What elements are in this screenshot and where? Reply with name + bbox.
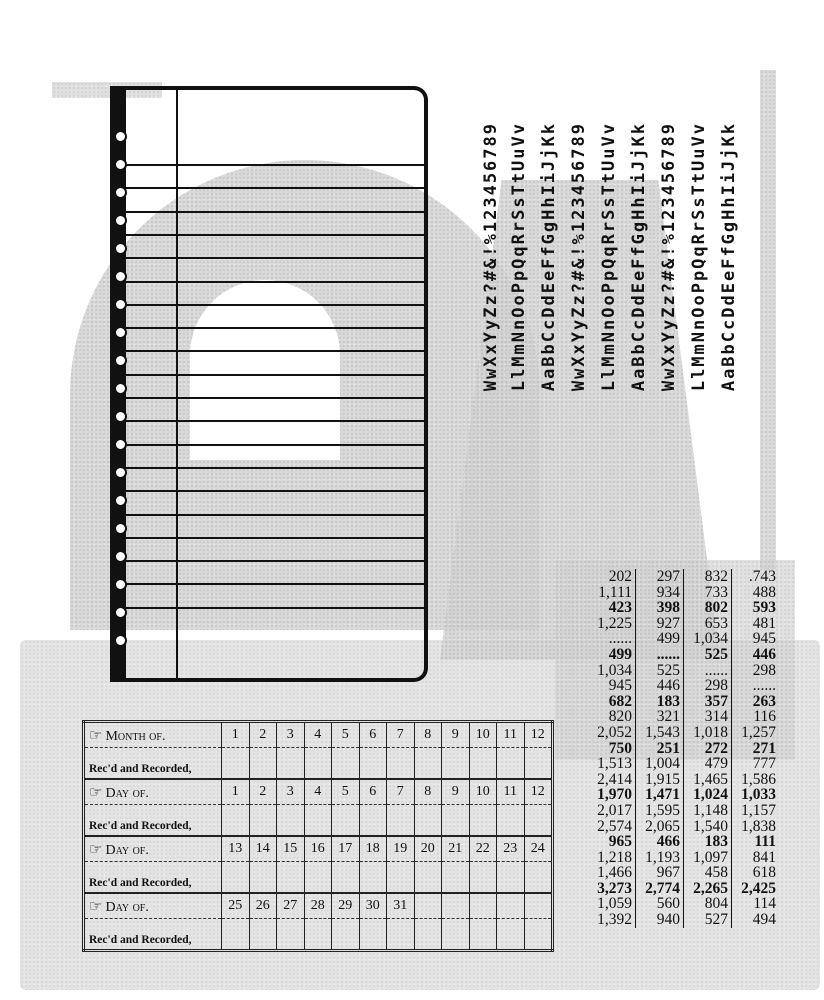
calendar-number-cell: 18 — [359, 836, 387, 862]
ruled-line — [126, 467, 424, 469]
ledger-cell: 1,595 — [636, 803, 684, 819]
calendar-number-cell: 2 — [249, 722, 277, 748]
ruled-line — [126, 420, 424, 422]
recorded-blank-cell — [469, 748, 497, 780]
recorded-blank-cell — [469, 862, 497, 894]
recorded-blank-cell — [304, 805, 332, 837]
calendar-number-cell: 7 — [387, 779, 415, 805]
calendar-header-row — [84, 836, 553, 862]
recorded-blank-cell — [277, 919, 305, 951]
ledger-cell: 1,218 — [588, 850, 636, 866]
recorded-label: Rec'd and Recorded, — [84, 919, 222, 951]
recorded-blank-cell — [387, 919, 415, 951]
calendar-number-cell: 6 — [359, 779, 387, 805]
ruled-line — [126, 281, 424, 283]
ledger-cell: 297 — [636, 569, 684, 585]
recorded-blank-cell — [524, 919, 553, 951]
ruled-line — [126, 187, 424, 189]
recorded-blank-cell — [359, 805, 387, 837]
ledger-cell: 116 — [753, 708, 776, 726]
ledger-row — [588, 663, 779, 679]
ledger-cell: .743 — [748, 568, 776, 585]
ledger-cell: 1,004 — [636, 756, 684, 772]
calendar-header-row — [84, 779, 553, 805]
binder-ring-icon — [114, 522, 127, 535]
ruled-line — [126, 234, 424, 236]
ledger-cell: 1,915 — [636, 772, 684, 788]
recorded-blank-cell — [497, 862, 525, 894]
ledger-cell: 446 — [752, 645, 776, 663]
alphabet-column: LlMmNnOoPpQqRrSsTtUuVv — [689, 122, 709, 392]
calendar-number-cell: 8 — [414, 779, 442, 805]
recorded-blank-cell — [277, 862, 305, 894]
binder-ring-icon — [114, 466, 127, 479]
recorded-blank-cell — [414, 862, 442, 894]
ledger-cell: 1,157 — [741, 801, 776, 819]
ledger-cell: 1,148 — [684, 803, 732, 819]
recorded-blank-cell — [414, 748, 442, 780]
recorded-blank-cell — [442, 805, 470, 837]
calendar-number-cell — [442, 893, 470, 919]
ledger-cell: 804 — [684, 896, 732, 912]
notebook-page — [110, 86, 428, 682]
ledger-row — [588, 600, 779, 616]
binder-ring-icon — [114, 410, 127, 423]
ledger-cell: 272 — [684, 741, 732, 757]
ledger-cell: 2,052 — [588, 725, 636, 741]
calendar-header-row — [84, 893, 553, 919]
ledger-cell: 682 — [588, 694, 636, 710]
recorded-blank-cell — [332, 805, 360, 837]
calendar-number-cell: 14 — [249, 836, 277, 862]
ledger-cell: 446 — [636, 678, 684, 694]
recorded-blank-cell — [222, 748, 250, 780]
calendar-number-cell: 12 — [524, 779, 553, 805]
ruled-line — [126, 583, 424, 585]
ledger-cell: 298 — [684, 678, 732, 694]
ledger-cell: 2,265 — [684, 881, 732, 897]
ledger-cell: 2,425 — [741, 879, 776, 897]
ledger-cell: ...... — [684, 663, 732, 679]
ledger-cell: 494 — [752, 911, 776, 929]
alphabet-column: LlMmNnOoPpQqRrSsTtUuVv — [599, 122, 619, 392]
recorded-blank-cell — [332, 862, 360, 894]
ledger-cell: 802 — [684, 600, 732, 616]
calendar-number-cell: 10 — [469, 722, 497, 748]
calendar-number-cell: 3 — [277, 722, 305, 748]
calendar-number-cell: 2 — [249, 779, 277, 805]
ledger-row — [588, 787, 779, 803]
recorded-blank-cell — [222, 805, 250, 837]
ledger-cell: 1,471 — [636, 787, 684, 803]
calendar-number-cell: 4 — [304, 779, 332, 805]
ledger-cell: 499 — [588, 647, 636, 663]
calendar-number-cell: 26 — [249, 893, 277, 919]
recorded-label: Rec'd and Recorded, — [84, 748, 222, 780]
recorded-blank-cell — [469, 805, 497, 837]
recorded-blank-cell — [249, 748, 277, 780]
binder-ring-icon — [114, 550, 127, 563]
ledger-row — [588, 585, 779, 601]
ledger-cell: 251 — [636, 741, 684, 757]
ledger-cell: 263 — [752, 692, 776, 710]
calendar-number-cell: 22 — [469, 836, 497, 862]
recorded-blank-cell — [304, 919, 332, 951]
recorded-blank-cell — [414, 919, 442, 951]
ruled-line — [126, 257, 424, 259]
calendar-label-text: Day of. — [105, 842, 149, 858]
ledger-row — [588, 678, 779, 694]
calendar-row-label — [84, 722, 222, 748]
calendar-label-text: Day of. — [105, 899, 149, 915]
alphabet-column: LlMmNnOoPpQqRrSsTtUuVv — [509, 122, 529, 392]
ledger-cell: 965 — [588, 834, 636, 850]
calendar-number-cell: 23 — [497, 836, 525, 862]
ruled-line — [126, 607, 424, 609]
recorded-blank-cell — [387, 862, 415, 894]
ledger-cell: 423 — [588, 600, 636, 616]
ledger-row — [588, 709, 779, 725]
ledger-cell: 940 — [636, 912, 684, 928]
calendar-number-cell: 12 — [524, 722, 553, 748]
recorded-blank-cell — [249, 862, 277, 894]
calendar-number-cell: 3 — [277, 779, 305, 805]
recorded-blank-cell — [359, 748, 387, 780]
recorded-blank-cell — [524, 862, 553, 894]
recorded-blank-cell — [359, 862, 387, 894]
calendar-number-cell: 8 — [414, 722, 442, 748]
calendar-number-cell: 15 — [277, 836, 305, 862]
ledger-cell: 357 — [684, 694, 732, 710]
ledger-cell: 1,111 — [588, 585, 636, 601]
pointing-hand-icon: ☞ — [89, 784, 103, 801]
ledger-row — [588, 896, 779, 912]
ledger-cell: 1,018 — [684, 725, 732, 741]
calendar-number-cell — [497, 893, 525, 919]
binder-ring-icon — [114, 130, 127, 143]
ledger-cell: 271 — [752, 739, 776, 757]
binder-ring-icon — [114, 158, 127, 171]
ledger-row — [588, 850, 779, 866]
calendar-number-cell: 29 — [332, 893, 360, 919]
alphabet-column: AaBbCcDdEeFfGgHhIiJjKk — [719, 122, 739, 392]
ledger-cell: 488 — [752, 583, 776, 601]
ledger-row — [588, 756, 779, 772]
calendar-number-cell: 21 — [442, 836, 470, 862]
calendar-number-cell: 1 — [222, 722, 250, 748]
ledger-cell: 1,059 — [588, 896, 636, 912]
recorded-blank-cell — [304, 748, 332, 780]
ruled-line — [126, 164, 424, 166]
recorded-blank-cell — [497, 919, 525, 951]
ledger-cell: 527 — [684, 912, 732, 928]
calendar-row-label — [84, 836, 222, 862]
ledger-cell: 1,466 — [588, 865, 636, 881]
ruled-line — [126, 444, 424, 446]
ledger-numbers — [588, 569, 779, 928]
ledger-cell: 183 — [684, 834, 732, 850]
ruled-line — [126, 211, 424, 213]
calendar-number-cell: 17 — [332, 836, 360, 862]
ledger-cell: 2,574 — [588, 819, 636, 835]
record-calendar-table — [82, 720, 554, 952]
ledger-row — [588, 631, 779, 647]
ledger-cell: 841 — [752, 848, 776, 866]
ledger-cell: 499 — [636, 631, 684, 647]
ruled-line — [126, 304, 424, 306]
ruled-line — [126, 374, 424, 376]
calendar-number-cell: 10 — [469, 779, 497, 805]
calendar-number-cell — [524, 893, 553, 919]
recorded-blank-cell — [277, 805, 305, 837]
ledger-cell: 2,414 — [588, 772, 636, 788]
ledger-row — [588, 569, 779, 585]
binder-ring-icon — [114, 634, 127, 647]
margin-line — [176, 90, 178, 678]
ruled-line — [126, 537, 424, 539]
recorded-blank-cell — [442, 919, 470, 951]
calendar-number-cell: 13 — [222, 836, 250, 862]
ledger-row — [588, 819, 779, 835]
ledger-row — [588, 725, 779, 741]
pointing-hand-icon: ☞ — [89, 841, 103, 858]
ledger-cell: 1,034 — [588, 663, 636, 679]
calendar-number-cell — [469, 893, 497, 919]
ledger-cell: 111 — [754, 833, 776, 851]
calendar-number-cell: 11 — [497, 779, 525, 805]
recorded-row — [84, 748, 553, 780]
ledger-row — [588, 803, 779, 819]
calendar-number-cell: 27 — [277, 893, 305, 919]
recorded-blank-cell — [332, 919, 360, 951]
binder-ring-icon — [114, 326, 127, 339]
binder-ring-icon — [114, 270, 127, 283]
ledger-cell: ...... — [636, 647, 684, 663]
calendar-number-cell: 9 — [442, 779, 470, 805]
ruled-line — [126, 514, 424, 516]
ledger-cell: 525 — [636, 663, 684, 679]
alphabet-column: WwXxYyZz?#&!%123456789 — [569, 122, 589, 392]
binder-ring-icon — [114, 494, 127, 507]
ledger-cell: 2,017 — [588, 803, 636, 819]
recorded-blank-cell — [249, 805, 277, 837]
pointing-hand-icon: ☞ — [89, 727, 103, 744]
alphabet-column: AaBbCcDdEeFfGgHhIiJjKk — [539, 122, 559, 392]
calendar-row-label — [84, 779, 222, 805]
ledger-cell: 458 — [684, 865, 732, 881]
ledger-cell: 183 — [636, 694, 684, 710]
ledger-cell: 934 — [636, 585, 684, 601]
recorded-row — [84, 805, 553, 837]
ledger-cell: 945 — [588, 678, 636, 694]
ledger-cell: 1,097 — [684, 850, 732, 866]
ledger-cell: 1,465 — [684, 772, 732, 788]
ledger-cell: 1,024 — [684, 787, 732, 803]
ledger-cell: 1,586 — [741, 770, 776, 788]
calendar-number-cell: 20 — [414, 836, 442, 862]
recorded-blank-cell — [332, 748, 360, 780]
binder-ring-icon — [114, 578, 127, 591]
ledger-cell: ...... — [588, 631, 636, 647]
ledger-cell: 1,970 — [588, 787, 636, 803]
recorded-blank-cell — [222, 919, 250, 951]
ledger-cell: 466 — [636, 834, 684, 850]
alphabet-column: WwXxYyZz?#&!%123456789 — [659, 122, 679, 392]
calendar-number-cell: 24 — [524, 836, 553, 862]
calendar-number-cell: 30 — [359, 893, 387, 919]
recorded-blank-cell — [414, 805, 442, 837]
calendar-number-cell: 5 — [332, 722, 360, 748]
ledger-row — [588, 834, 779, 850]
recorded-blank-cell — [387, 805, 415, 837]
binder-ring-icon — [114, 606, 127, 619]
ledger-cell: 1,193 — [636, 850, 684, 866]
recorded-blank-cell — [442, 748, 470, 780]
ledger-cell: 321 — [636, 709, 684, 725]
recorded-blank-cell — [387, 748, 415, 780]
pointing-hand-icon: ☞ — [89, 898, 103, 915]
ledger-cell: 1,033 — [741, 786, 776, 804]
calendar-header-row — [84, 722, 553, 748]
ledger-cell: 733 — [684, 585, 732, 601]
binder-ring-icon — [114, 214, 127, 227]
ledger-cell: 1,034 — [684, 631, 732, 647]
calendar-number-cell: 19 — [387, 836, 415, 862]
ledger-cell: 618 — [752, 864, 776, 882]
calendar-number-cell: 5 — [332, 779, 360, 805]
calendar-number-cell: 25 — [222, 893, 250, 919]
ledger-cell: 777 — [752, 755, 776, 773]
ledger-cell: 560 — [636, 896, 684, 912]
recorded-blank-cell — [497, 748, 525, 780]
recorded-blank-cell — [359, 919, 387, 951]
right-vertical-bar — [760, 70, 776, 570]
ledger-row — [588, 772, 779, 788]
alphabet-column: WwXxYyZz?#&!%123456789 — [481, 122, 501, 392]
ledger-cell: 481 — [752, 614, 776, 632]
ledger-cell: 1,540 — [684, 819, 732, 835]
ledger-row — [588, 865, 779, 881]
ledger-cell: 820 — [588, 709, 636, 725]
ledger-row — [588, 881, 779, 897]
typewriter-alphabet — [478, 122, 748, 542]
ledger-cell: 1,513 — [588, 756, 636, 772]
calendar-number-cell: 28 — [304, 893, 332, 919]
ledger-cell: ...... — [752, 677, 776, 695]
alphabet-column: AaBbCcDdEeFfGgHhIiJjKk — [629, 122, 649, 392]
ledger-cell: 1,838 — [741, 817, 776, 835]
calendar-label-text: Day of. — [105, 785, 149, 801]
ledger-cell: 832 — [684, 569, 732, 585]
calendar-number-cell: 4 — [304, 722, 332, 748]
recorded-label: Rec'd and Recorded, — [84, 805, 222, 837]
binder-ring-icon — [114, 242, 127, 255]
ledger-cell: 525 — [684, 647, 732, 663]
ledger-cell: 1,543 — [636, 725, 684, 741]
ledger-cell: 298 — [752, 661, 776, 679]
ruled-line — [126, 397, 424, 399]
ledger-cell: 1,257 — [741, 723, 776, 741]
ruled-line — [126, 350, 424, 352]
binder-ring-icon — [114, 438, 127, 451]
recorded-blank-cell — [524, 805, 553, 837]
recorded-blank-cell — [249, 919, 277, 951]
ledger-cell: 114 — [753, 895, 776, 913]
recorded-row — [84, 862, 553, 894]
calendar-row-label — [84, 893, 222, 919]
ledger-row — [588, 912, 779, 928]
ledger-cell: 2,774 — [636, 881, 684, 897]
calendar-label-text: Month of. — [105, 728, 166, 744]
calendar-number-cell: 11 — [497, 722, 525, 748]
ledger-cell: 1,392 — [588, 912, 636, 928]
ledger-row — [588, 616, 779, 632]
calendar-number-cell — [414, 893, 442, 919]
recorded-blank-cell — [524, 748, 553, 780]
ledger-cell: 2,065 — [636, 819, 684, 835]
ledger-cell: 967 — [636, 865, 684, 881]
ruled-line — [126, 490, 424, 492]
recorded-blank-cell — [304, 862, 332, 894]
binder-ring-icon — [114, 354, 127, 367]
calendar-number-cell: 7 — [387, 722, 415, 748]
ledger-cell: 653 — [684, 616, 732, 632]
calendar-number-cell: 1 — [222, 779, 250, 805]
recorded-blank-cell — [442, 862, 470, 894]
ledger-cell: 593 — [752, 599, 776, 617]
ledger-cell: 202 — [588, 569, 636, 585]
ledger-cell: 479 — [684, 756, 732, 772]
ruled-line — [126, 327, 424, 329]
ledger-cell: 1,225 — [588, 616, 636, 632]
recorded-blank-cell — [469, 919, 497, 951]
ledger-cell: 750 — [588, 741, 636, 757]
recorded-blank-cell — [277, 748, 305, 780]
ledger-cell: 945 — [752, 630, 776, 648]
recorded-row — [84, 919, 553, 951]
calendar-number-cell: 31 — [387, 893, 415, 919]
binder-ring-icon — [114, 382, 127, 395]
ruled-line — [126, 560, 424, 562]
calendar-number-cell: 9 — [442, 722, 470, 748]
binder-ring-icon — [114, 298, 127, 311]
calendar-number-cell: 6 — [359, 722, 387, 748]
ledger-cell: 927 — [636, 616, 684, 632]
binder-ring-icon — [114, 186, 127, 199]
ledger-cell: 3,273 — [588, 881, 636, 897]
ledger-row — [588, 647, 779, 663]
recorded-blank-cell — [222, 862, 250, 894]
recorded-blank-cell — [497, 805, 525, 837]
ledger-cell: 398 — [636, 600, 684, 616]
recorded-label: Rec'd and Recorded, — [84, 862, 222, 894]
ledger-row — [588, 694, 779, 710]
calendar-number-cell: 16 — [304, 836, 332, 862]
ledger-cell: 314 — [684, 709, 732, 725]
ledger-row — [588, 741, 779, 757]
